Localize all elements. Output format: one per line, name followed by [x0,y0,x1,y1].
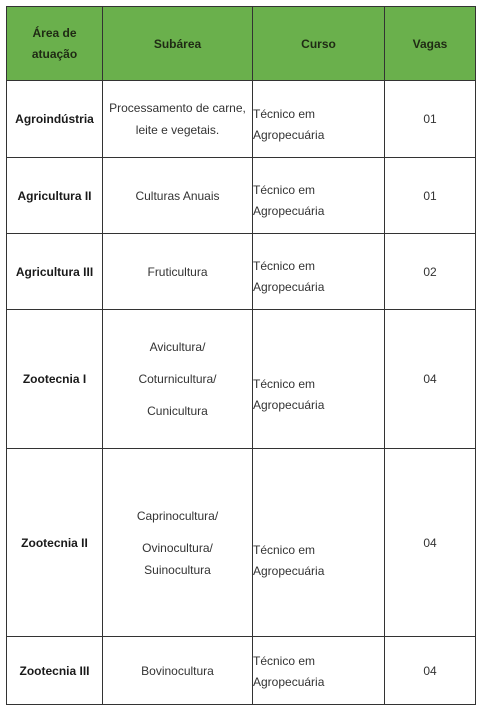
subarea-line: Fruticultura [147,264,208,279]
table-row [7,81,476,158]
subarea-line: Avicultura/ [149,340,206,354]
subarea-cell [103,158,253,234]
curso-line: Agropecuária [253,675,325,689]
curso-line: Técnico em [253,377,316,391]
header-curso: Curso [253,7,385,81]
curso-cell [253,449,385,637]
table-header-row [7,7,476,81]
table-row [7,637,476,705]
subarea-line: Caprinocultura/ [136,508,219,523]
subarea-cell [103,449,253,637]
curso-line: Agropecuária [253,128,325,142]
curso-cell [253,158,385,234]
area-cell: Agroindústria [7,81,103,158]
subarea-line: Processamento de carne, [109,101,246,115]
subarea-cell [103,81,253,158]
header-area-line1: Área de [32,25,77,40]
vagas-cell: 01 [385,81,476,158]
curso-cell [253,637,385,705]
table-row [7,234,476,310]
header-area [7,7,103,81]
area-cell: Agricultura III [7,234,103,310]
vagas-cell: 04 [385,637,476,705]
curso-cell [253,310,385,449]
area-cell: Zootecnia I [7,310,103,449]
subarea-cell [103,234,253,310]
vagas-cell: 01 [385,158,476,234]
curso-line: Técnico em [253,107,316,121]
vagas-cell: 04 [385,449,476,637]
curso-line: Técnico em [253,654,316,668]
subarea-line: Ovinocultura/ [142,540,213,555]
table-row [7,158,476,234]
curso-line: Agropecuária [253,280,325,294]
header-subarea: Subárea [103,7,253,81]
curso-line: Agropecuária [253,564,325,578]
vagas-cell: 02 [385,234,476,310]
curso-line: Técnico em [253,259,316,273]
subarea-line: Bovinocultura [141,663,214,678]
subarea-line: Suinocultura [144,562,211,577]
header-vagas: Vagas [385,7,476,81]
header-area-line2: atuação [31,46,78,61]
subarea-line: leite e vegetais. [135,123,220,137]
subarea-line: Culturas Anuais [135,188,220,203]
table-row [7,449,476,637]
vagas-cell: 04 [385,310,476,449]
subarea-cell [103,637,253,705]
area-cell: Zootecnia III [7,637,103,705]
subarea-line: Coturnicultura/ [138,372,217,386]
subarea-line: Cunicultura [147,404,208,418]
curso-line: Agropecuária [253,398,325,412]
curso-line: Agropecuária [253,204,325,218]
curso-cell [253,81,385,158]
vacancies-table [6,6,476,705]
curso-cell [253,234,385,310]
subarea-cell [103,310,253,449]
table-row [7,310,476,449]
area-cell: Agricultura II [7,158,103,234]
area-cell: Zootecnia II [7,449,103,637]
curso-line: Técnico em [253,543,316,557]
curso-line: Técnico em [253,183,316,197]
